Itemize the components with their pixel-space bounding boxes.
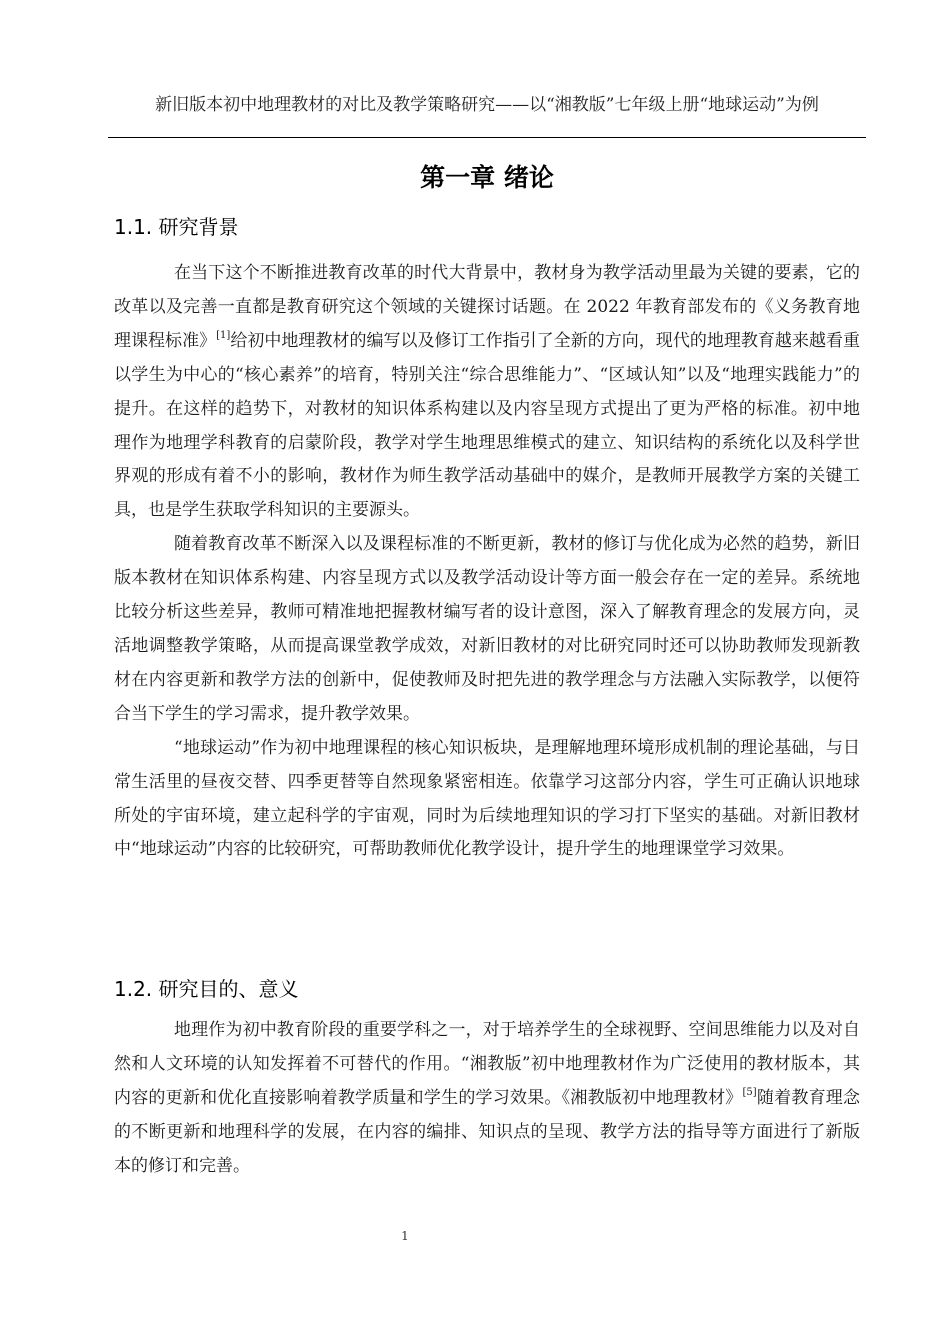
header-divider [108, 137, 866, 138]
section-body-research-purpose [114, 1014, 860, 1184]
paragraph-text: 在当下这个不断推进教育改革的时代大背景中，教材身为教学活动里最为关键的要素，它的改革以及完善一直都是教育研究这个领域的关键探讨话题。在 2022 年教育部发布的《义务教育地理课程标准》 [114, 263, 860, 351]
paragraph [114, 1014, 860, 1184]
citation-marker: [5] [742, 1086, 757, 1098]
paragraph-text: 随着教育理念的不断更新和地理科学的发展，在内容的编排、知识点的呈现、教学方法的指导等方面进行了新版本的修订和完善。 [114, 1087, 861, 1176]
section-heading-research-purpose: 1.2. 研究目的、意义 [114, 977, 299, 1001]
page-number: 1 [401, 1229, 409, 1243]
section-heading-research-background: 1.1. 研究背景 [114, 215, 239, 239]
section-body-research-background [114, 257, 860, 867]
paragraph-text: 给初中地理教材的编写以及修订工作指引了全新的方向，现代的地理教育越来越看重以学生为中心的“核心素养”的培育，特别关注“综合思维能力”、“区域认知”以及“地理实践能力”的提升。在这样的趋势下，对教材的知识体系构建以及内容呈现方式提出了更为严格的标准。初中地理作为地理学科教育的启蒙阶段，教学对学生地理思维模式的建立、知识结构的系统化以及科学世界观的形成有着不小的影响，教材作为师生教学活动基础中的媒介，是教师开展教学方案的关键工具，也是学生获取学科知识的主要源头。 [114, 330, 861, 521]
running-header: 新旧版本初中地理教材的对比及教学策略研究——以“湘教版”七年级上册“地球运动”为例 [155, 95, 819, 115]
paragraph: “地球运动”作为初中地理课程的核心知识板块，是理解地理环境形成机制的理论基础，与日常生活里的昼夜交替、四季更替等自然现象紧密相连。依靠学习这部分内容，学生可正确认识地球所处的宇宙环境，建立起科学的宇宙观，同时为后续地理知识的学习打下坚实的基础。对新旧教材中“地球运动”内容的比较研究，可帮助教师优化教学设计，提升学生的地理课堂学习效果。 [114, 737, 860, 860]
citation-marker: [1] [216, 329, 231, 341]
paragraph [114, 257, 860, 528]
paragraph: 随着教育改革不断深入以及课程标准的不断更新，教材的修订与优化成为必然的趋势，新旧版本教材在知识体系构建、内容呈现方式以及教学活动设计等方面一般会存在一定的差异。系统地比较分析这些差异，教师可精准地把握教材编写者的设计意图，深入了解教育理念的发展方向，灵活地调整教学策略，从而提高课堂教学成效，对新旧教材的对比研究同时还可以协助教师发现新教材在内容更新和教学方法的创新中，促使教师及时把先进的教学理念与方法融入实际教学，以便符合当下学生的学习需求，提升教学效果。 [114, 534, 860, 724]
paragraph-text: 地理作为初中教育阶段的重要学科之一，对于培养学生的全球视野、空间思维能力以及对自然和人文环境的认知发挥着不可替代的作用。“湘教版”初中地理教材作为广泛使用的教材版本，其内容的更新和优化直接影响着教学质量和学生的学习效果。《湘教版初中地理教材》 [114, 1020, 860, 1108]
chapter-title: 第一章 绪论 [420, 163, 554, 192]
